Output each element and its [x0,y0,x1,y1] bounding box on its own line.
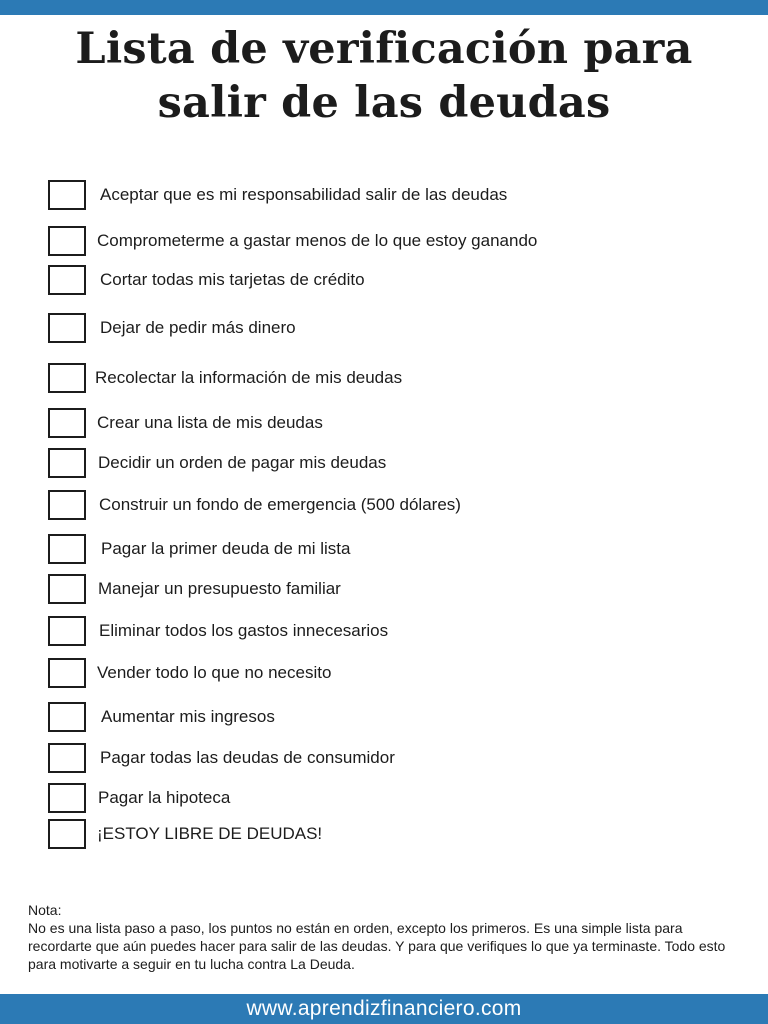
checklist-item-label: Eliminar todos los gastos innecesarios [99,621,389,640]
checkbox[interactable] [48,408,86,438]
checkbox[interactable] [48,226,86,256]
checklist-item-label: ¡ESTOY LIBRE DE DEUDAS! [97,824,323,843]
checklist-item [48,226,728,258]
checklist-item [48,448,728,480]
checklist-item [48,819,728,851]
checklist-item [48,658,728,690]
checklist-item [48,265,728,297]
checklist-item-label: Decidir un orden de pagar mis deudas [98,453,387,472]
checkbox[interactable] [48,448,86,478]
checklist-item [48,534,728,566]
checkbox[interactable] [48,534,86,564]
checklist-item-label: Comprometerme a gastar menos de lo que estoy ganando [97,231,538,250]
checklist-item-label: Aceptar que es mi responsabilidad salir de las deudas [100,185,508,204]
page-title-line-1: Lista de verificación para [75,24,693,74]
checkbox[interactable] [48,616,86,646]
checklist-item-label: Pagar todas las deudas de consumidor [100,748,395,767]
checklist-item-label: Cortar todas mis tarjetas de crédito [100,270,365,289]
checklist-item-label: Crear una lista de mis deudas [97,413,323,432]
footer-bar [0,994,768,1024]
checklist-item [48,408,728,440]
checklist-item [48,574,728,606]
checkbox[interactable] [48,658,86,688]
note-section [28,901,748,973]
checkbox[interactable] [48,702,86,732]
note-heading: Nota: [28,902,62,918]
checklist-item-label: Manejar un presupuesto familiar [98,579,341,598]
checkbox[interactable] [48,574,86,604]
checklist-item-label: Construir un fondo de emergencia (500 dólares) [99,495,461,514]
checkbox[interactable] [48,265,86,295]
note-body: No es una lista paso a paso, los puntos no están en orden, excepto los primeros. Es una simple lista para recordarte que aún puedes hacer para salir de las deudas. Y para que verifiques lo que ya terminaste. Todo esto para motivarte a seguir en tu lucha contra La Deuda. [28,920,726,972]
checklist-item [48,616,728,648]
footer-website-url: www.aprendizfinanciero.com [246,997,522,1020]
checklist-item [48,180,728,212]
checkbox[interactable] [48,180,86,210]
checklist-item [48,490,728,522]
checklist-item [48,702,728,734]
checklist-item-label: Vender todo lo que no necesito [97,663,332,682]
checkbox[interactable] [48,313,86,343]
top-accent-bar [0,0,768,15]
checklist-item [48,783,728,815]
checkbox[interactable] [48,490,86,520]
checklist-item-label: Pagar la hipoteca [98,788,231,807]
checklist-item [48,743,728,775]
page-title-line-2: salir de las deudas [157,78,611,128]
checklist-item-label: Dejar de pedir más dinero [100,318,296,337]
checklist-item-label: Aumentar mis ingresos [101,707,275,726]
checklist-item-label: Recolectar la información de mis deudas [95,368,403,387]
checkbox[interactable] [48,783,86,813]
page-title [0,22,768,130]
checkbox[interactable] [48,819,86,849]
checklist-item [48,313,728,345]
checkbox[interactable] [48,743,86,773]
checklist-item [48,363,728,395]
checklist-item-label: Pagar la primer deuda de mi lista [101,539,351,558]
checkbox[interactable] [48,363,86,393]
